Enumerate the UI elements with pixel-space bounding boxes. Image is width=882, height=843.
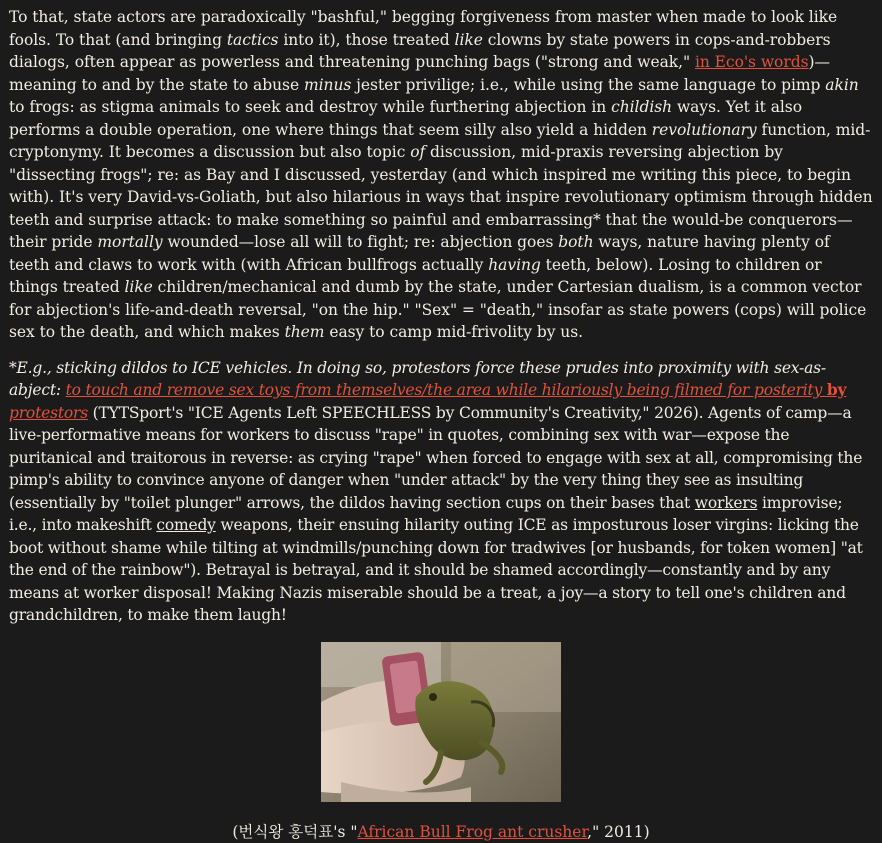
caption-mid: 's " [333,823,357,841]
text-segment: easy to camp mid-frivolity by us. [324,323,583,341]
underlined-text: comedy [156,516,215,534]
text-segment: wounded—lose all will to fight; re: abjection goes [163,233,559,251]
emphasis: revolutionary [652,121,757,139]
text-segment: jester privilige; i.e., while using the same language to pimp [351,76,825,94]
bullfrog-video-link[interactable]: African Bull Frog ant crusher [357,823,587,841]
text-segment: to frogs: as stigma animals to seek and destroy while furthering abjection in [9,98,611,116]
text-segment: clowns by state powers in cops-and-robbers dialogs, often appear as powerless and threatening punching bags ("strong and weak," [9,31,831,72]
photo-caption [9,821,873,843]
link-text: to touch and remove sex toys from themselves/the area while hilariously being filmed for posterity [66,381,827,399]
caption-close: ," 2011) [587,823,649,841]
underlined-text: workers [695,494,758,512]
emphasis: like [455,31,483,49]
text-segment: )—meaning to and by the state to abuse [9,53,830,94]
text-segment: (TYTSport's "ICE Agents Left SPEECHLESS by Community's Creativity," 2026). Agents of camp—a live-performative means for workers to discuss "rape" in quotes, combining sex with war—expose the puritanical and traitorous in reverse: as crying "rape" when forced to engage with sex at all, compromising the pimp's ability to convince anyone of danger when "under attack" by the very thing they see as insulting (essentially by "toilet plunger" arrows, the dildos having section cups on their bases that [9,404,862,512]
text-segment: ways, nature having plenty of teeth and claws to work with (with African bullfrogs actually [9,233,830,274]
text-segment: function, mid-cryptonymy. It becomes a discussion but also topic [9,121,870,162]
caption-open: ( [232,823,238,841]
emphasis: both [558,233,593,251]
emphasis: akin [825,76,858,94]
text-segment: *E.g., sticking dildos to ICE vehicles. In doing so, protestors force these prudes into proximity with sex-as-abject: [9,359,826,400]
text-segment: To that, state actors are paradoxically "bashful," begging forgiveness from master when made to look like fools. To that (and bringing [9,8,837,49]
emphasis: them [285,323,325,341]
emphasis: having [488,256,541,274]
eco-words-link[interactable]: in Eco's words [695,53,809,71]
emphasis: mortally [97,233,162,251]
caption-author: 번식왕 홍덕표 [238,823,333,841]
link-text: protestors [9,404,88,422]
bullfrog-photo-illustration [321,642,561,802]
text-segment: weapons, their ensuing hilarity outing ICE as imposturous loser virgins: licking the boot without shame while tilting at windmills/punching down for tradwives [or husbands, for token women] "at the end of the rainbow"). Betrayal is betrayal, and it should be shamed accordingly—constantly and by any means at worker disposal! Making Nazis miserable should be a treat, a joy—a story to tell one's children and grandchildren, to make them laugh! [9,516,863,624]
emphasis: childish [611,98,672,116]
emphasis: tactics [227,31,279,49]
footnote-paragraph [9,357,873,627]
emphasis: minus [304,76,351,94]
emphasis: like [125,278,153,296]
link-bold-text: by [827,380,846,399]
bullfrog-photo [321,642,561,802]
text-segment: children/mechanical and dumb by the state, under Cartesian dualism, is a common vector for abjection's life-and-death reversal, "on the hip." "Sex" = "death," insofar as state powers (cops) will police sex to the death, and which makes [9,278,866,341]
text-segment: improvise; i.e., into makeshift [9,494,842,535]
text-segment: teeth, below). Losing to children or things treated [9,256,822,297]
text-segment: discussion, mid-praxis reversing abjection by "dissecting frogs"; re: as Bay and I discussed, yesterday (and which inspired me writing this piece, to begin with). It's very David-vs-Goliath, but also hilarious in ways that inspire revolutionary optimism through hidden teeth and surprise attack: to make something so painful and embarrassing* that the would-be conquerors—their pride [9,143,873,251]
main-paragraph [9,6,873,344]
emphasis: of [410,143,425,161]
text-segment: into it), those treated [278,31,454,49]
text-segment: ways. Yet it also performs a double operation, one where things that seem silly also yield a hidden [9,98,802,139]
